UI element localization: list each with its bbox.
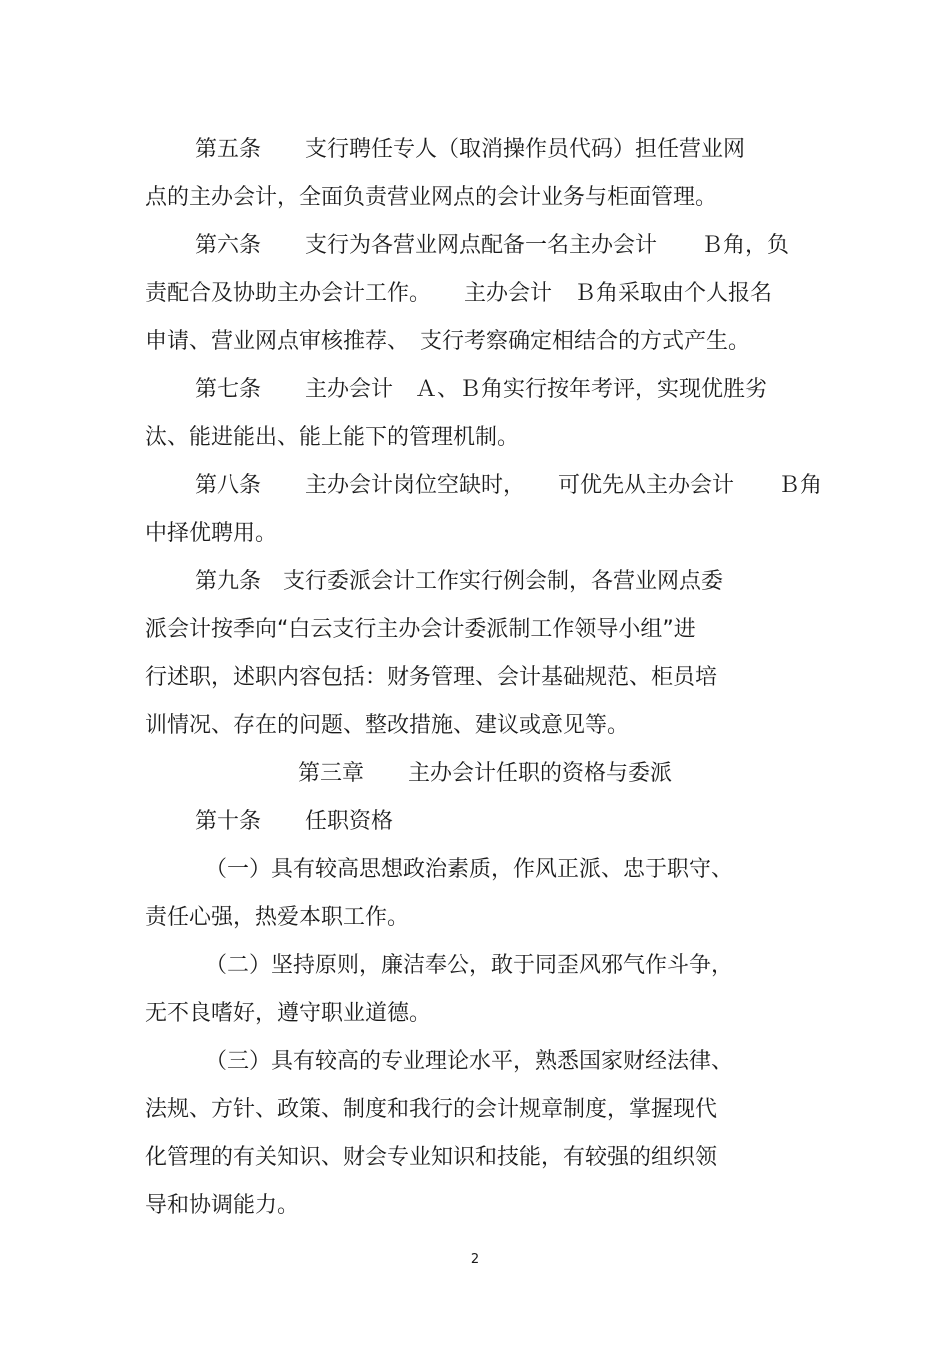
text-line: 第五条 支行聘任专人（取消操作员代码）担任营业网: [195, 137, 746, 162]
chapter-heading: 第三章 主办会计任职的资格与委派: [298, 761, 673, 786]
text-line: 点的主办会计，全面负责营业网点的会计业务与柜面管理。: [145, 185, 718, 210]
text-line: 申请、营业网点审核推荐、 支行考察确定相结合的方式产生。: [145, 329, 751, 354]
text-line: 训情况、存在的问题、整改措施、建议或意见等。: [145, 713, 630, 738]
text-line: 第十条 任职资格: [195, 809, 394, 834]
text-line: 无不良嗜好，遵守职业道德。: [145, 1001, 432, 1026]
text-line: 汰、能进能出、能上能下的管理机制。: [145, 425, 520, 450]
text-line: （二）坚持原则，廉洁奉公，敢于同歪风邪气作斗争，: [205, 953, 734, 978]
text-line: 第八条 主办会计岗位空缺时， 可优先从主办会计 Ｂ角: [195, 473, 823, 498]
text-line: 导和协调能力。: [145, 1193, 300, 1218]
text-line: 责任心强，热爱本职工作。: [145, 905, 410, 930]
text-line: （三）具有较高的专业理论水平，熟悉国家财经法律、: [205, 1049, 734, 1074]
text-line: 化管理的有关知识、财会专业知识和技能，有较强的组织领: [145, 1145, 718, 1170]
text-line: 中择优聘用。: [145, 521, 278, 546]
text-line: 第六条 支行为各营业网点配备一名主办会计 Ｂ角，负: [195, 233, 790, 258]
text-line: 责配合及协助主办会计工作。 主办会计 Ｂ角采取由个人报名: [145, 281, 773, 306]
text-line: 派会计按季向“白云支行主办会计委派制工作领导小组”进: [145, 617, 696, 642]
page-number: 2: [470, 1252, 480, 1267]
text-line: （一）具有较高思想政治素质，作风正派、忠于职守、: [205, 857, 734, 882]
text-line: 行述职，述职内容包括：财务管理、会计基础规范、柜员培: [145, 665, 718, 690]
text-line: 法规、方针、政策、制度和我行的会计规章制度，掌握现代: [145, 1097, 718, 1122]
text-line: 第七条 主办会计 Ａ、Ｂ角实行按年考评，实现优胜劣: [195, 377, 768, 402]
text-line: 第九条 支行委派会计工作实行例会制，各营业网点委: [195, 569, 724, 594]
